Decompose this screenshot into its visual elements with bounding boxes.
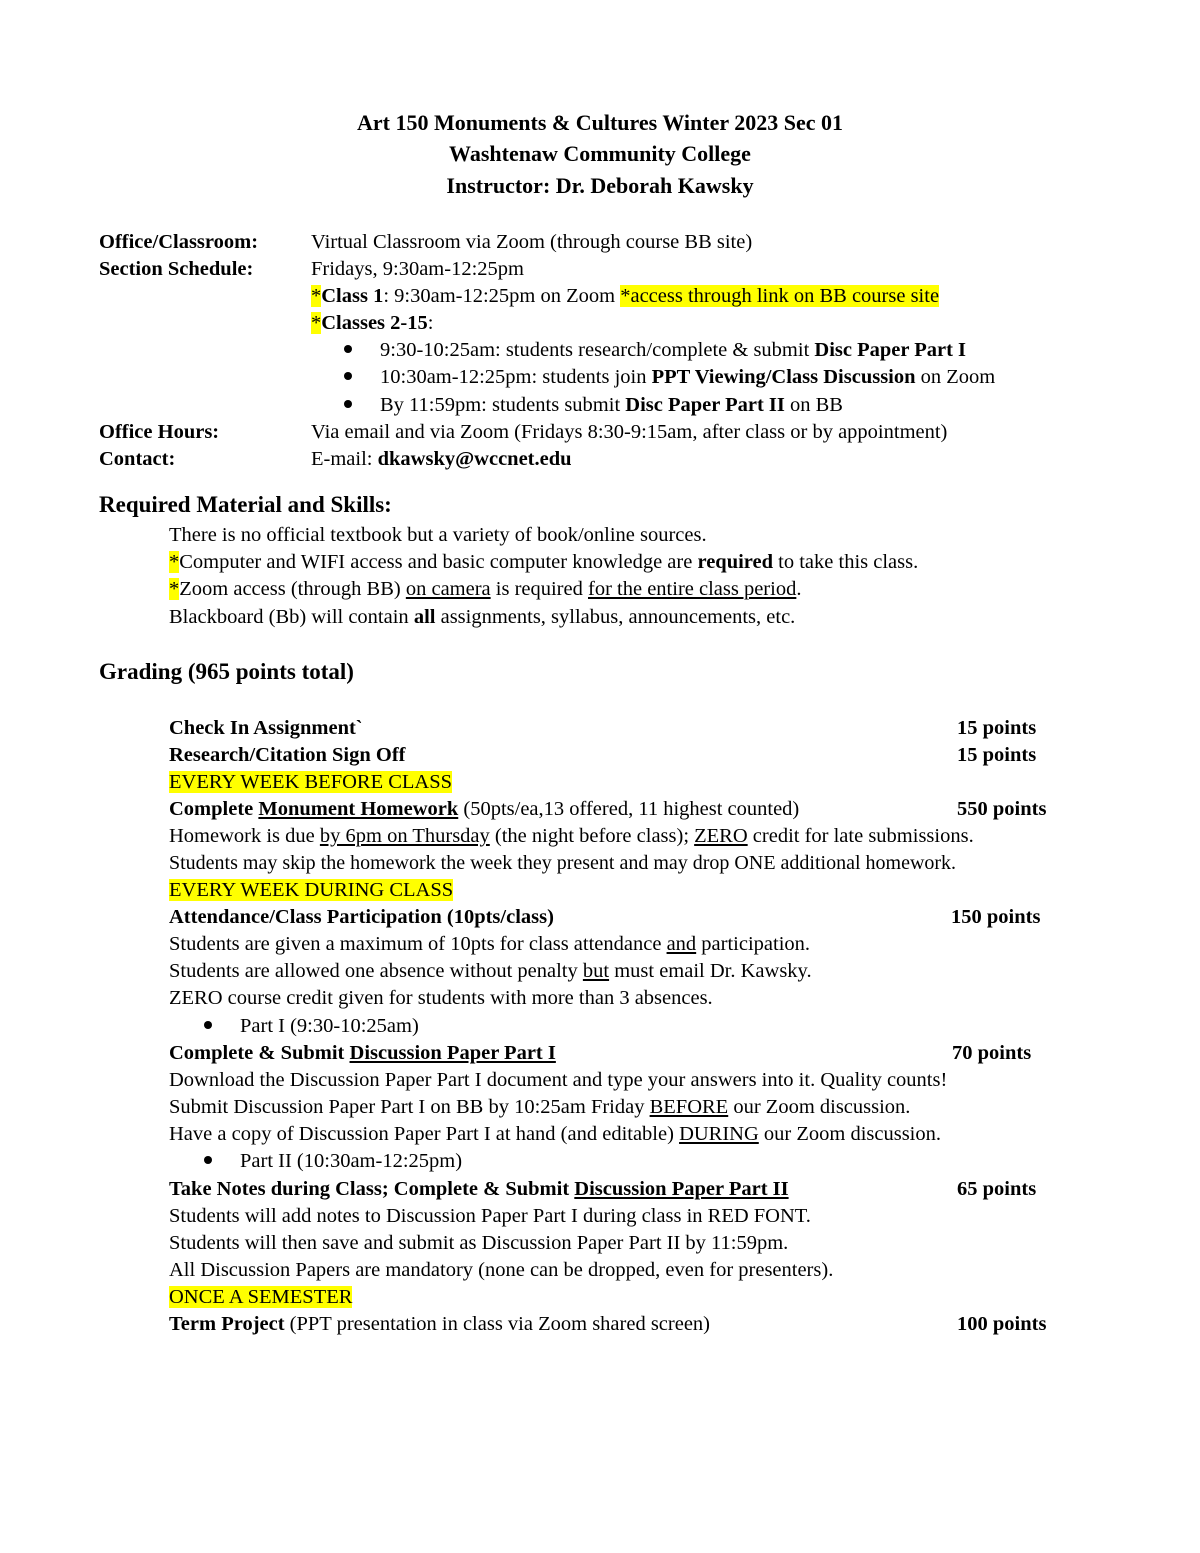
- attendance-points: 150 points: [951, 906, 1041, 928]
- schedule-label: Section Schedule:: [99, 258, 254, 280]
- research-points: 15 points: [957, 744, 1037, 766]
- term-project-label: Term Project (PPT presentation in class via Zoom shared screen): [169, 1313, 711, 1335]
- paper2-points: 65 points: [957, 1178, 1037, 1200]
- paper1-line-2: Submit Discussion Paper Part I on BB by 10:25am Friday BEFORE our Zoom discussion.: [169, 1096, 911, 1118]
- hours-value: Via email and via Zoom (Fridays 8:30-9:15am, after class or by appointment): [311, 421, 948, 443]
- materials-line-2: *Computer and WIFI access and basic computer knowledge are required to take this class.: [169, 551, 919, 573]
- checkin-points: 15 points: [957, 717, 1037, 739]
- paper1-label: Complete & Submit Discussion Paper Part I: [169, 1042, 556, 1064]
- materials-line-4: Blackboard (Bb) will contain all assignments, syllabus, announcements, etc.: [169, 606, 796, 628]
- bullet-icon: [344, 337, 352, 363]
- grading-heading: Grading (965 points total): [99, 659, 354, 684]
- college-name: Washtenaw Community College: [449, 141, 751, 166]
- materials-line-3: *Zoom access (through BB) on camera is required for the entire class period.: [169, 578, 802, 600]
- materials-line-1: There is no official textbook but a variety of book/online sources.: [169, 524, 707, 546]
- bullet-icon: [204, 1148, 212, 1174]
- paper2-line-3: All Discussion Papers are mandatory (none can be dropped, even for presenters).: [169, 1259, 834, 1281]
- schedule-value: Fridays, 9:30am-12:25pm: [311, 258, 524, 280]
- office-value: Virtual Classroom via Zoom (through course BB site): [311, 231, 753, 253]
- homework-points: 550 points: [957, 798, 1047, 820]
- homework-line-1: Homework is due by 6pm on Thursday (the night before class); ZERO credit for late submissions.: [169, 825, 974, 847]
- paper1-points: 70 points: [952, 1042, 1032, 1064]
- research-label: Research/Citation Sign Off: [169, 744, 406, 766]
- instructor-name: Instructor: Dr. Deborah Kawsky: [446, 173, 754, 198]
- attendance-line-3: ZERO course credit given for students with more than 3 absences.: [169, 987, 713, 1009]
- part2-bullet: Part II (10:30am-12:25pm): [240, 1150, 463, 1172]
- term-project-points: 100 points: [957, 1313, 1047, 1335]
- paper1-line-3: Have a copy of Discussion Paper Part I at hand (and editable) DURING our Zoom discussion.: [169, 1123, 941, 1145]
- materials-heading: Required Material and Skills:: [99, 492, 392, 517]
- before-class-banner: EVERY WEEK BEFORE CLASS: [169, 771, 453, 793]
- hours-label: Office Hours:: [99, 421, 220, 443]
- part1-bullet: Part I (9:30-10:25am): [240, 1015, 419, 1037]
- homework-label: Complete Monument Homework (50pts/ea,13 offered, 11 highest counted): [169, 798, 800, 820]
- once-semester-banner: ONCE A SEMESTER: [169, 1286, 353, 1308]
- paper1-line-1: Download the Discussion Paper Part I document and type your answers into it. Quality counts!: [169, 1069, 948, 1091]
- class1-highlight: *access through link on BB course site: [620, 285, 940, 307]
- contact-label: Contact:: [99, 448, 176, 470]
- office-label: Office/Classroom:: [99, 231, 259, 253]
- schedule-bullet-2: 10:30am-12:25pm: students join PPT Viewing/Class Discussion on Zoom: [380, 366, 996, 388]
- bullet-icon: [344, 392, 352, 418]
- contact-value: E-mail: dkawsky@wccnet.edu: [311, 448, 572, 470]
- paper2-line-2: Students will then save and submit as Discussion Paper Part II by 11:59pm.: [169, 1232, 789, 1254]
- attendance-label: Attendance/Class Participation (10pts/class): [169, 906, 554, 928]
- attendance-line-1: Students are given a maximum of 10pts for class attendance and participation.: [169, 933, 811, 955]
- checkin-label: Check In Assignment`: [169, 717, 363, 739]
- bullet-icon: [204, 1013, 212, 1039]
- class1-line: *Class 1: 9:30am-12:25pm on Zoom *access through link on BB course site: [311, 285, 940, 307]
- schedule-bullet-3: By 11:59pm: students submit Disc Paper Part II on BB: [380, 394, 843, 416]
- bullet-icon: [344, 364, 352, 390]
- course-title: Art 150 Monuments & Cultures Winter 2023 Sec 01: [356, 110, 844, 135]
- attendance-line-2: Students are allowed one absence without penalty but must email Dr. Kawsky.: [169, 960, 812, 982]
- paper2-label: Take Notes during Class; Complete & Submit Discussion Paper Part II: [169, 1178, 789, 1200]
- during-class-banner: EVERY WEEK DURING CLASS: [169, 879, 454, 901]
- schedule-bullet-1: 9:30-10:25am: students research/complete & submit Disc Paper Part I: [380, 339, 967, 361]
- classes-line: *Classes 2-15:: [311, 312, 434, 334]
- homework-line-2: Students may skip the homework the week they present and may drop ONE additional homework.: [169, 852, 957, 874]
- paper2-line-1: Students will add notes to Discussion Paper Part I during class in RED FONT.: [169, 1205, 811, 1227]
- contact-email[interactable]: dkawsky@wccnet.edu: [377, 448, 572, 470]
